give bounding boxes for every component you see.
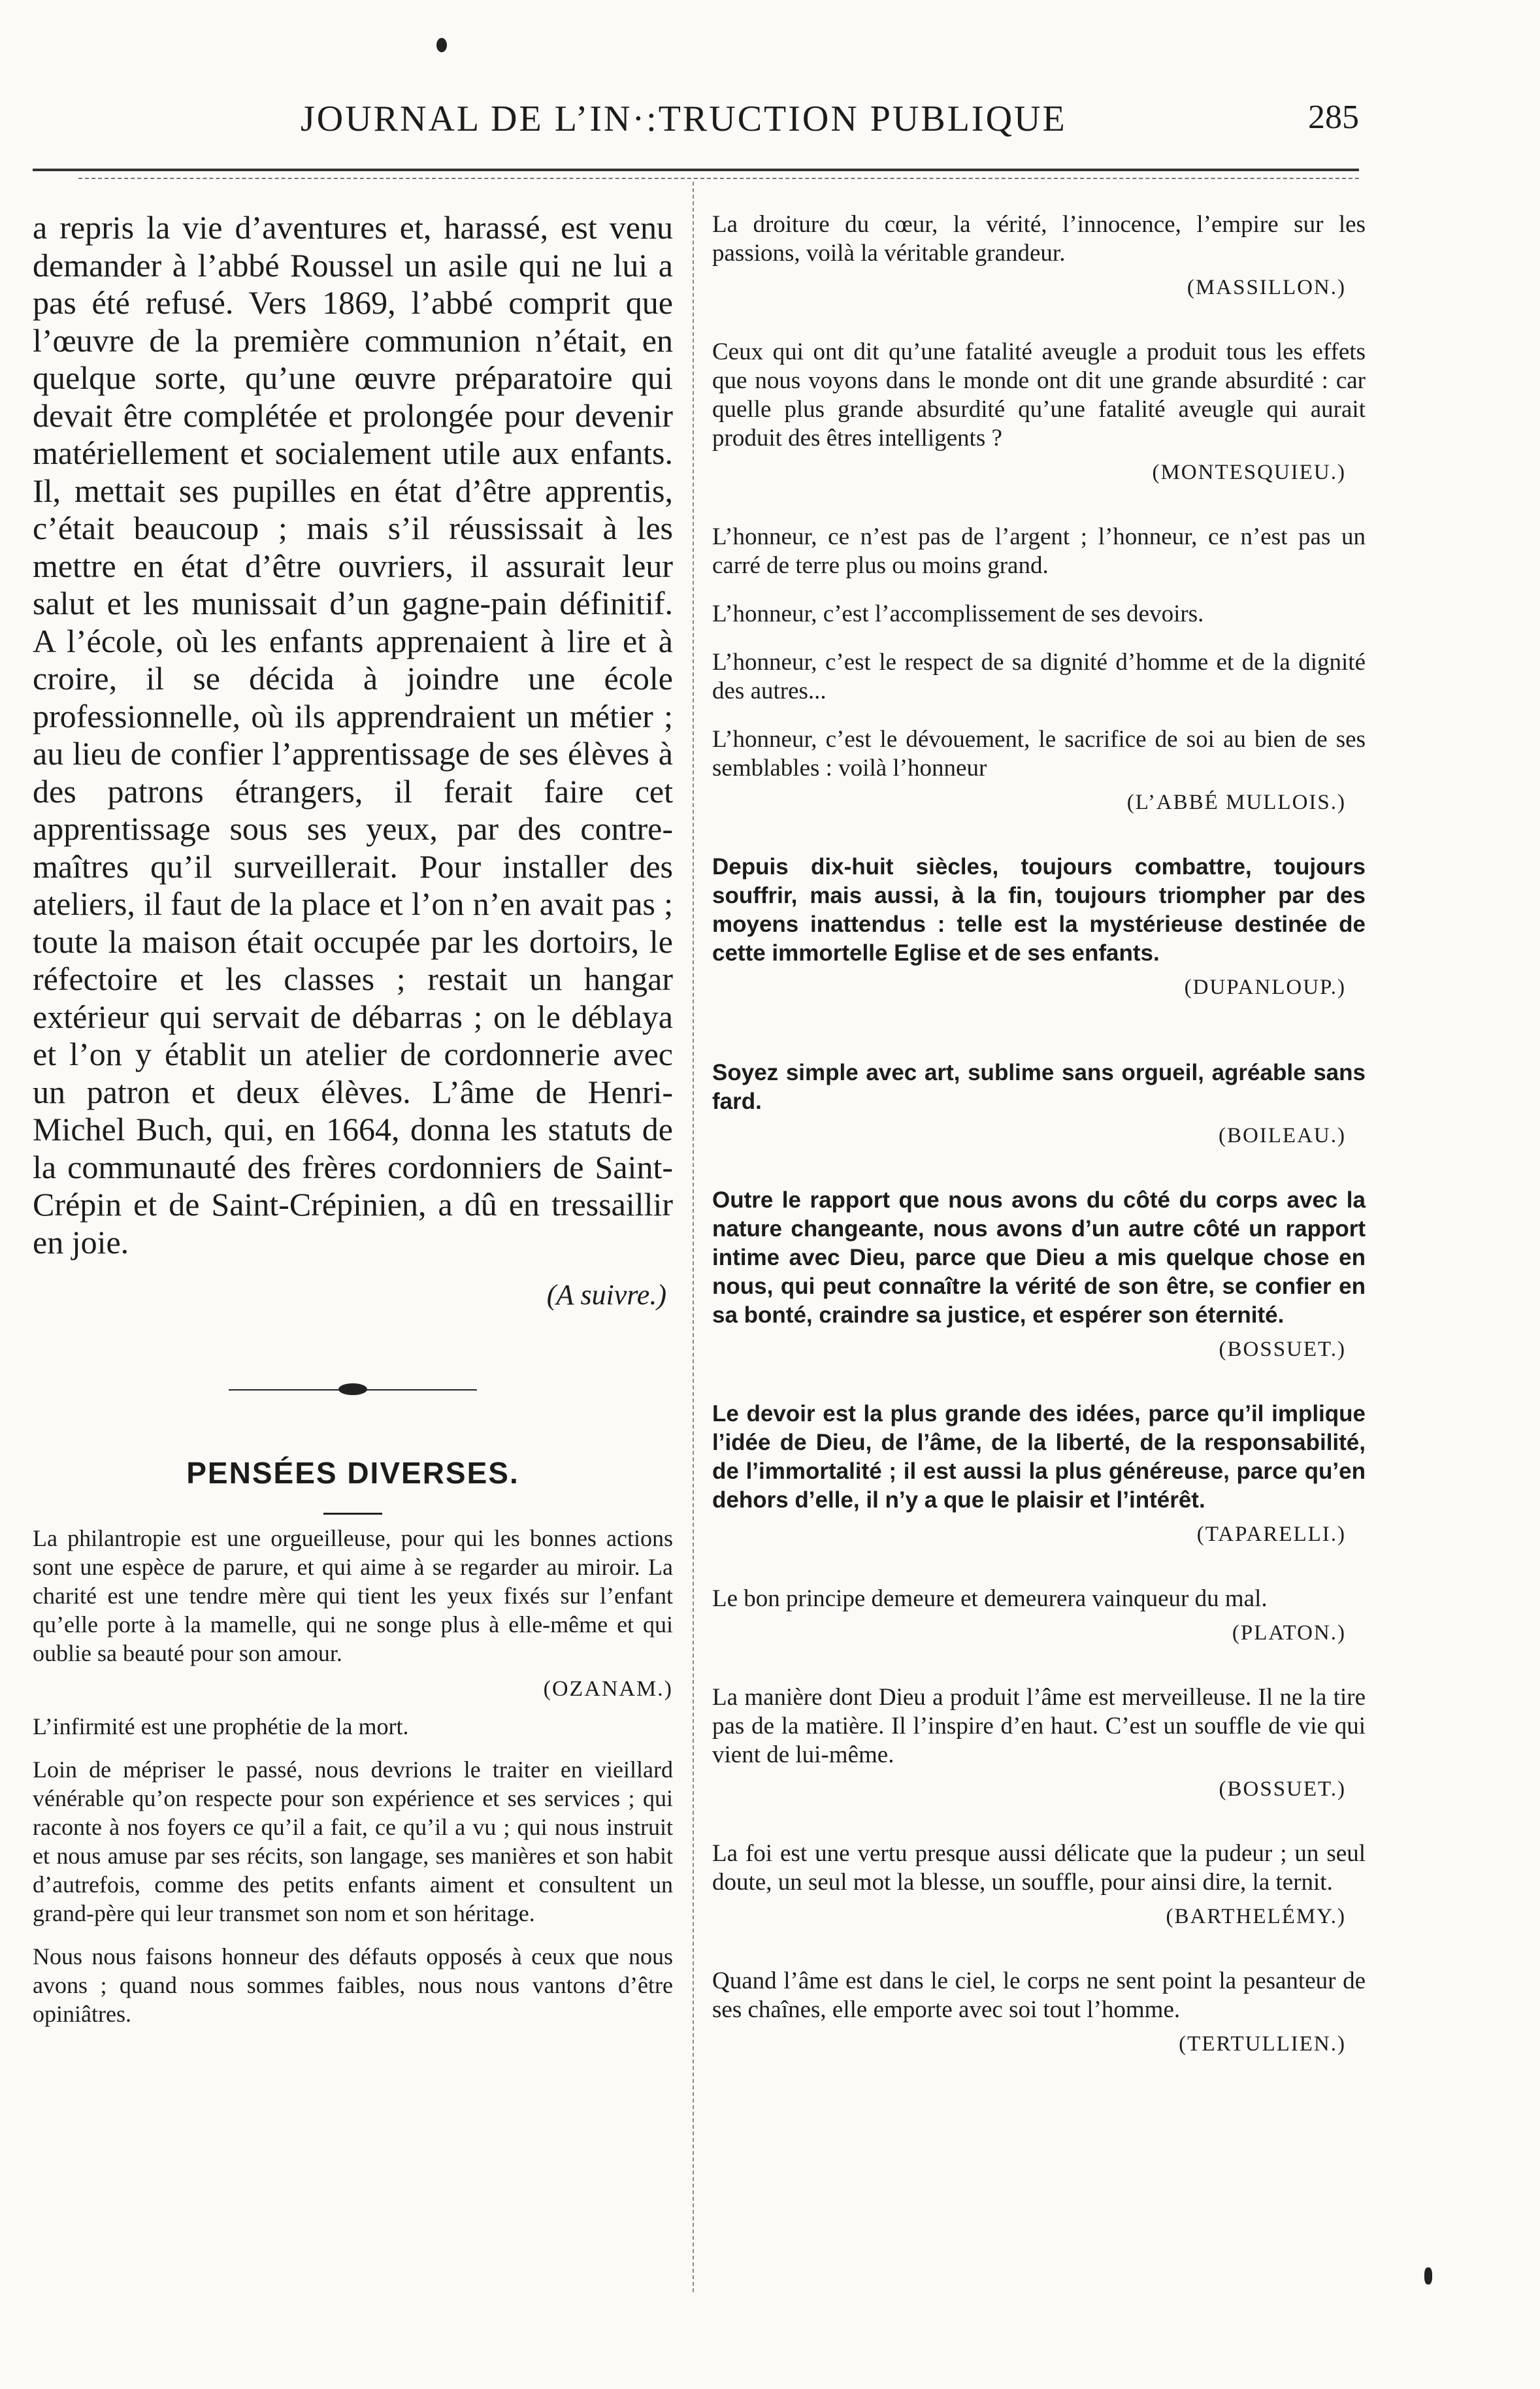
- quote-text: Ceux qui ont dit qu’une fatalité aveugle a produit tous les effets que nous voyons dans le monde ont dit une grande absurdité : car quelle plus grande absurdité qu’une fatalité aveugle qui aurait produit des êtres intelligents ?: [712, 338, 1366, 452]
- quote-author: (TAPARELLI.): [1196, 1523, 1346, 1546]
- quote-author: (MASSILLON.): [1187, 276, 1346, 299]
- quote-text: Loin de mépriser le passé, nous devrions le traiter en vieillard vénérable qu’on respecte pour son expérience et ses services ; qui raconte à nos foyers ce qu’il a fait, ce qu’il a vu ; qui nous instruit et nous amuse par ses récits, son langage, ses manières et son habit d’autrefois, comme des petits enfants aiment et consultent un grand-père qui leur transmet son nom et son héritage.: [33, 1756, 673, 1926]
- quote-text: La droiture du cœur, la vérité, l’innocence, l’empire sur les passions, voilà la véritable grandeur.: [712, 211, 1366, 267]
- quote-text: Outre le rapport que nous avons du côté du corps avec la nature changeante, nous avons d’un autre côté un rapport intime avec Dieu, parce que Dieu a mis quelque chose en nous, qui peut connaître la vérité de son être, se confier en sa bonté, craindre sa justice, et espérer son éternité.: [712, 1187, 1366, 1328]
- header-rule: [33, 169, 1359, 171]
- quote-text: L’infirmité est une prophétie de la mort.: [33, 1713, 409, 1739]
- quote-author: (TERTULLIEN.): [1179, 2032, 1346, 2056]
- quote-text: La foi est une vertu presque aussi délicate que la pudeur ; un seul doute, un seul mot la blesse, un souffle, pour ainsi dire, la ternit.: [712, 1840, 1366, 1896]
- quote-text: L’honneur, ce n’est pas de l’argent ; l’honneur, ce n’est pas un carré de terre plus ou moins grand.: [712, 523, 1366, 579]
- quote-author: (OZANAM.): [543, 1677, 673, 1701]
- journal-title: JOURNAL DE L’IN·:TRUCTION PUBLIQUE: [301, 99, 1067, 139]
- quote-author: (BOSSUET.): [1219, 1338, 1346, 1361]
- left-column: [33, 209, 673, 2028]
- quote-text: Soyez simple avec art, sublime sans orgueil, agréable sans fard.: [712, 1060, 1366, 1114]
- section-title: PENSÉES DIVERSES.: [186, 1456, 519, 1490]
- quote-text: Le bon principe demeure et demeurera vainqueur du mal.: [712, 1585, 1268, 1612]
- quote-author: (MONTESQUIEU.): [1152, 461, 1346, 484]
- section-rule: [323, 1513, 382, 1515]
- margin-mark: [1424, 2267, 1432, 2284]
- quote-author: (L’ABBÉ MULLOIS.): [1126, 791, 1346, 814]
- quote-author: (PLATON.): [1232, 1621, 1346, 1645]
- quote-text: Depuis dix-huit siècles, toujours combattre, toujours souffrir, mais aussi, à la fin, toujours triompher par des moyens inattendus : telle est la mystérieuse destinée de cette immortelle Eglise et de ses enfants.: [712, 854, 1366, 966]
- right-column: [712, 210, 1366, 2056]
- quote-text: La philantropie est une orgueilleuse, pour qui les bonnes actions sont une espèce de parure, et qui aime à se regarder au miroir. La charité est une tendre mère qui tient les yeux fixés sur l’enfant qu’elle porte à la mamelle, qui ne songe plus à elle-même et qui oublie sa beauté pour son amour.: [33, 1525, 673, 1666]
- section-ornament: [229, 1383, 477, 1396]
- ornament-diamond: [338, 1383, 367, 1395]
- quote-text: L’honneur, c’est le dévouement, le sacrifice de soi au bien de ses semblables : voilà l’honneur: [712, 726, 1366, 782]
- page-number: 285: [1308, 99, 1359, 136]
- quote-text: L’honneur, c’est le respect de sa dignité d’homme et de la dignité des autres...: [712, 649, 1366, 704]
- quote-author: (DUPANLOUP.): [1184, 976, 1346, 999]
- quote-text: Nous nous faisons honneur des défauts opposés à ceux que nous avons ; quand nous sommes faibles, nous nous vantons d’être opiniâtres.: [33, 1943, 673, 2027]
- page-mark: [436, 38, 447, 52]
- quote-text: Le devoir est la plus grande des idées, parce qu’il implique l’idée de Dieu, de l’âme, de la liberté, de la responsabilité, de l’immortalité ; il est aussi la plus généreuse, parce qu’en dehors d’elle, il n’y a que le plaisir et l’intérêt.: [712, 1401, 1366, 1513]
- header-rule-secondary: [78, 178, 1359, 179]
- quote-text: L’honneur, c’est l’accomplissement de ses devoirs.: [712, 601, 1204, 627]
- column-divider: [693, 182, 694, 2292]
- quote-text: La manière dont Dieu a produit l’âme est merveilleuse. Il ne la tire pas de la matière. Il l’inspire d’en haut. C’est un souffle de vie qui vient de lui-même.: [712, 1684, 1366, 1768]
- quote-text: Quand l’âme est dans le ciel, le corps ne sent point la pesanteur de ses chaînes, elle emporte avec soi tout l’homme.: [712, 1968, 1366, 2023]
- quote-author: (BOILEAU.): [1218, 1124, 1346, 1147]
- quote-author: (BARTHELÉMY.): [1166, 1905, 1346, 1928]
- quote-author: (BOSSUET.): [1219, 1777, 1346, 1801]
- page-header: [39, 98, 1359, 157]
- article-continuation: a repris la vie d’aventures et, harassé, est venu demander à l’abbé Roussel un asile qui ne lui a pas été refusé. Vers 1869, l’abbé comprit que l’œuvre de la première communion n’était, en quelque sorte, qu’une œuvre préparatoire qui devait être complétée et prolongée pour devenir matériellement et socialement utile aux enfants. Il, mettait ses pupilles en état d’être apprentis, c’était beaucoup ; mais s’il réussissait à les mettre en état d’être ouvriers, il assurait leur salut et les munissait d’un gagne-pain définitif. A l’école, où les enfants apprenaient à lire et à croire, il se décida à joindre une école professionnelle, où ils apprendraient un métier ; au lieu de confier l’apprentissage de ses élèves à des patrons étrangers, il ferait faire cet apprentissage sous ses yeux, par des contre-maîtres qu’il surveillerait. Pour installer des ateliers, il faut de la place et l’on n’en avait pas ; toute la maison était occupée par les dortoirs, le réfectoire et les classes ; restait un hangar extérieur qui servait de débarras ; on le déblaya et l’on y établit un atelier de cordonnerie avec un patron et deux élèves. L’âme de Henri-Michel Buch, qui, en 1664, donna les statuts de la communauté des frères cordonniers de Saint-Crépin et de Saint-Crépinien, a dû en tressaillir en joie.: [33, 209, 673, 1260]
- to-follow-note: (A suivre.): [546, 1279, 666, 1311]
